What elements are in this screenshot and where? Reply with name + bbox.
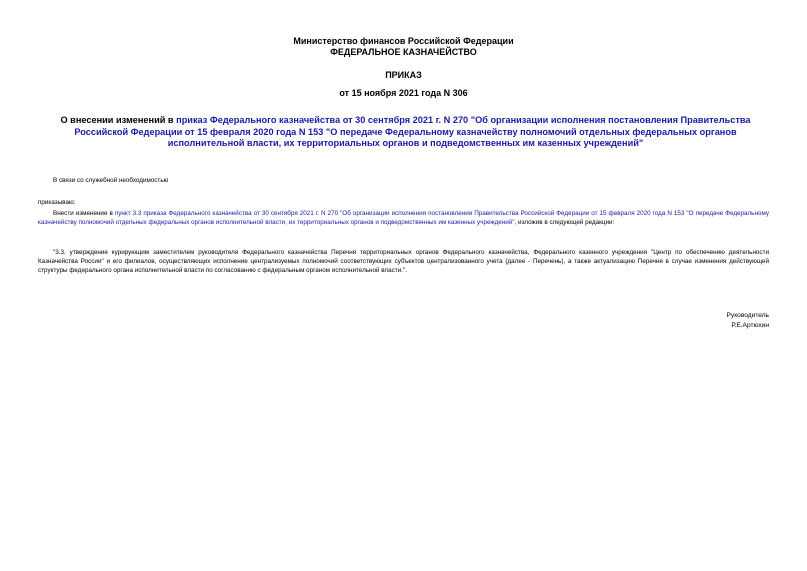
title-prefix: О внесении изменений в [60,115,177,125]
signatory-name: Р.Е.Артюхин [731,322,769,329]
amendment-link[interactable]: пункт 3.3 приказа Федерального казначейства от 30 сентября 2021 г. N 270 "Об организации исполнения постановления Правительства Российской Федерации от 15 февраля 2020 года N 153 "О передаче Федеральному казначейству полномочий отдельных федеральных органов исполнительной власти, их территориальных органов и подведомственных им казенных учреждений" [38,210,769,226]
signature-block [600,311,769,331]
agency-name: ФЕДЕРАЛЬНОЕ КАЗНАЧЕЙСТВО [330,47,477,57]
title-order-link[interactable]: приказ Федерального казначейства от 30 сентября 2021 г. N 270 "Об организации исполнения постановления Правительства Российской Федерации от 15 февраля 2020 года N 153 "О передаче Федеральному казначейству полномочий отдельных федеральных органов исполнительной власти, их территориальных органов и подведомственных им казенных учреждений" [74,115,751,148]
ministry-name: Министерство финансов Российской Федерации [293,36,514,46]
document-type: ПРИКАЗ [385,70,422,80]
quoted-clause-paragraph: "3.3. утверждение курирующим заместителем руководителя Федерального казначейства Перечня территориальных органов Федерального казначейства, Федерального казенного учреждения "Центр по обеспечению деятельности Казначейства России" и его филиалов, осуществляющих исполнение централизуемых полномочий соответствующих субъектов централизованного учета (далее - Перечень), а также актуализацию Перечня в случае изменения действующей структуры федерального органа исполнительной власти по согласованию с федеральным органом исполнительной власти.". [38,249,769,274]
order-word: приказываю: [38,199,76,206]
amendment-suffix: , изложив в следующей редакции: [514,218,615,226]
reason-paragraph: В связи со служебной необходимостью [53,177,169,184]
amendment-paragraph [38,210,769,228]
order-date-number: от 15 ноября 2021 года N 306 [339,88,468,98]
amendment-prefix: Внести изменение в [53,210,115,217]
signatory-position: Руководитель [726,312,769,319]
document-header [0,36,807,58]
document-title [38,115,773,150]
